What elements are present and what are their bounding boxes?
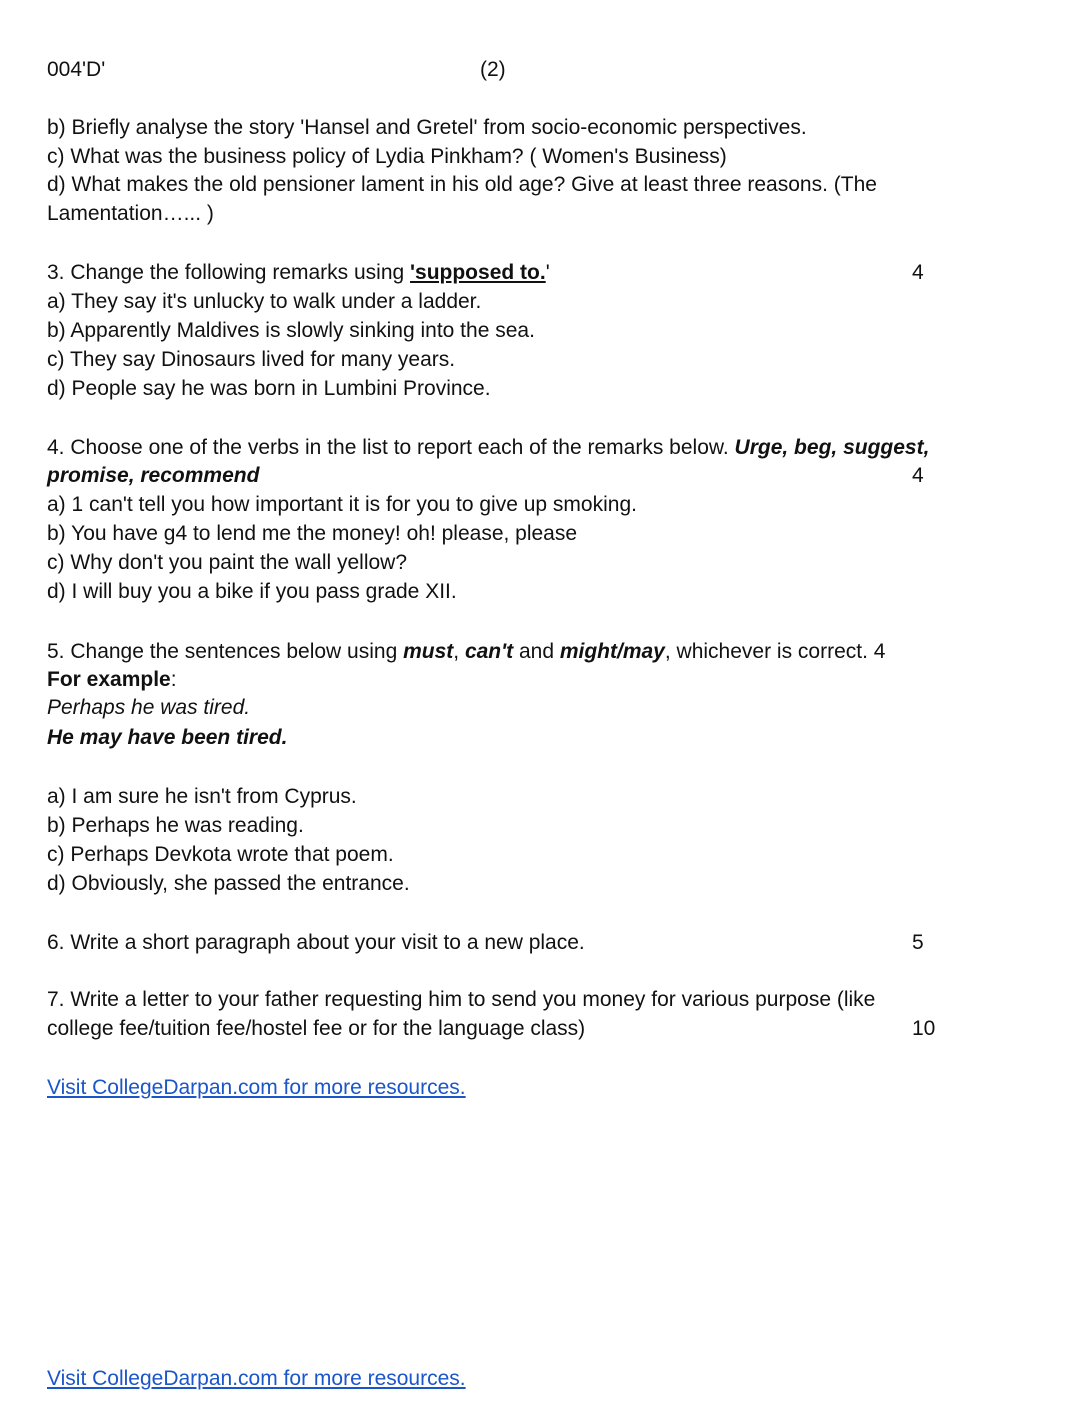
q4-item-d: d) I will buy you a bike if you pass grade XII.: [47, 580, 457, 603]
q5-cant: can't: [464, 640, 514, 663]
q4-verbs-line2: promise, recommend: [47, 464, 260, 487]
q5-and: and: [513, 640, 560, 663]
resources-link-2[interactable]: Visit CollegeDarpan.com for more resources.: [47, 1367, 466, 1390]
q5-item-b: b) Perhaps he was reading.: [47, 814, 304, 837]
q4-item-b: b) You have g4 to lend me the money! oh! please, please: [47, 522, 578, 545]
q4-heading-prefix: 4. Choose one of the verbs in the list to report each of the remarks below.: [47, 436, 735, 459]
q5-must: must: [403, 640, 454, 663]
page-marker: (2): [480, 58, 506, 81]
q5-item-d: d) Obviously, she passed the entrance.: [47, 872, 410, 895]
q2-item-c: c) What was the business policy of Lydia Pinkham? ( Women's Business): [47, 145, 727, 168]
paper-code: 004'D': [47, 58, 106, 81]
q3-item-d: d) People say he was born in Lumbini Province.: [47, 377, 491, 400]
q5-example-label-text: For example: [47, 668, 171, 691]
q7-marks: 10: [912, 1017, 936, 1040]
q3-heading-prefix: 3. Change the following remarks using: [47, 261, 411, 284]
q5-example-colon: :: [170, 668, 177, 691]
q4-heading-line1: [47, 437, 929, 458]
q5-item-a: a) I am sure he isn't from Cyprus.: [47, 785, 357, 808]
q5-example-label: [47, 669, 177, 690]
q3-heading-suffix: ': [545, 261, 550, 284]
q2-item-d-line2: Lamentation…... ): [47, 202, 214, 225]
q5-item-c: c) Perhaps Devkota wrote that poem.: [47, 843, 394, 866]
q3-heading-emphasis: 'supposed to.: [410, 261, 546, 284]
q2-item-b: b) Briefly analyse the story 'Hansel and Gretel' from socio-economic perspectives.: [47, 116, 807, 139]
q7-line1: 7. Write a letter to your father requesting him to send you money for various purpose (like: [47, 988, 876, 1011]
q5-example-answer: He may have been tired.: [47, 726, 288, 749]
q5-suffix: , whichever is correct. 4: [664, 640, 886, 663]
q4-verbs-line1: Urge, beg, suggest,: [734, 436, 930, 459]
q3-marks: 4: [912, 261, 924, 284]
q5-heading: [47, 641, 885, 662]
q4-marks: 4: [912, 464, 924, 487]
q3-heading: [47, 262, 550, 283]
q2-item-d-line1: d) What makes the old pensioner lament in his old age? Give at least three reasons. (The: [47, 173, 877, 196]
q5-prefix: 5. Change the sentences below using: [47, 640, 404, 663]
q3-item-a: a) They say it's unlucky to walk under a ladder.: [47, 290, 482, 313]
q5-sep1: ,: [453, 640, 465, 663]
q7-line2: college fee/tuition fee/hostel fee or for the language class): [47, 1017, 586, 1040]
q5-might-may: might/may: [559, 640, 665, 663]
q4-item-c: c) Why don't you paint the wall yellow?: [47, 551, 408, 574]
q6-marks: 5: [912, 931, 924, 954]
q3-item-c: c) They say Dinosaurs lived for many years.: [47, 348, 456, 371]
q3-item-b: b) Apparently Maldives is slowly sinking into the sea.: [47, 319, 535, 342]
q4-item-a: a) 1 can't tell you how important it is for you to give up smoking.: [47, 493, 637, 516]
resources-link-1[interactable]: Visit CollegeDarpan.com for more resources.: [47, 1076, 466, 1099]
q5-example-given: Perhaps he was tired.: [47, 696, 251, 719]
q6-text: 6. Write a short paragraph about your visit to a new place.: [47, 931, 585, 954]
